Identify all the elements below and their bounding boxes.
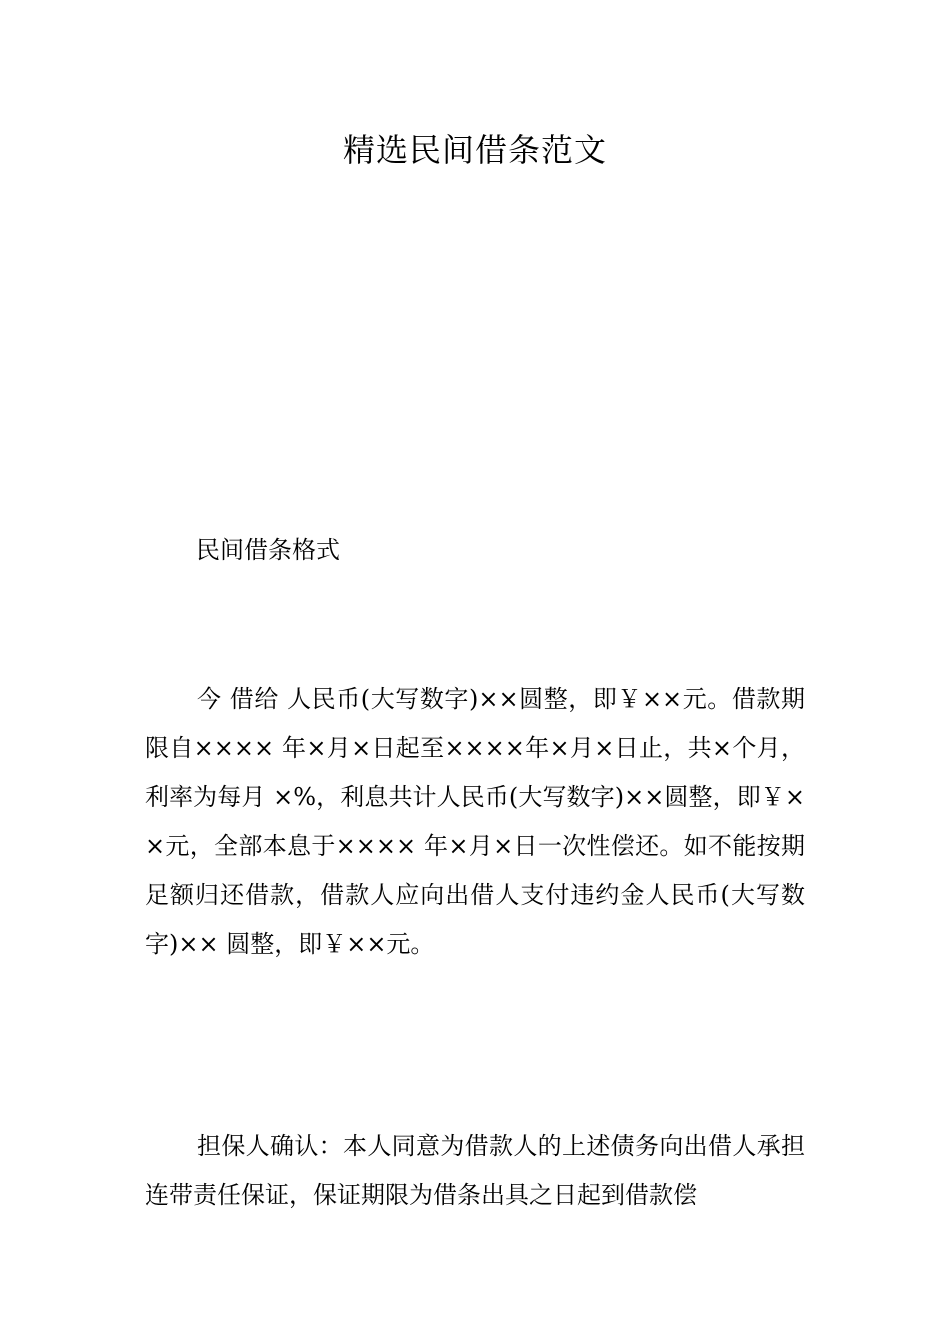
loan-terms-paragraph [145, 675, 805, 969]
paragraph-text: 今 借给 人民币(大写数字)××圆整，即￥××元。借款期限自×××× 年×月×日起至××××年×月×日止，共×个月，利率为每月 ×%，利息共计人民币(大写数字)××圆整，即￥××元，全部本息于×××× 年×月×日一次性偿还。如不能按期足额归还借款，借款人应向出借人支付违约金人民币(大写数字)×× 圆整，即￥××元。 [145, 685, 805, 958]
guarantor-paragraph [145, 1122, 805, 1220]
paragraph-text: 担保人确认：本人同意为借款人的上述债务向出借人承担连带责任保证，保证期限为借条出具之日起到借款偿 [145, 1132, 805, 1209]
document-title: 精选民间借条范文 [342, 131, 607, 169]
section-heading: 民间借条格式 [196, 536, 340, 564]
